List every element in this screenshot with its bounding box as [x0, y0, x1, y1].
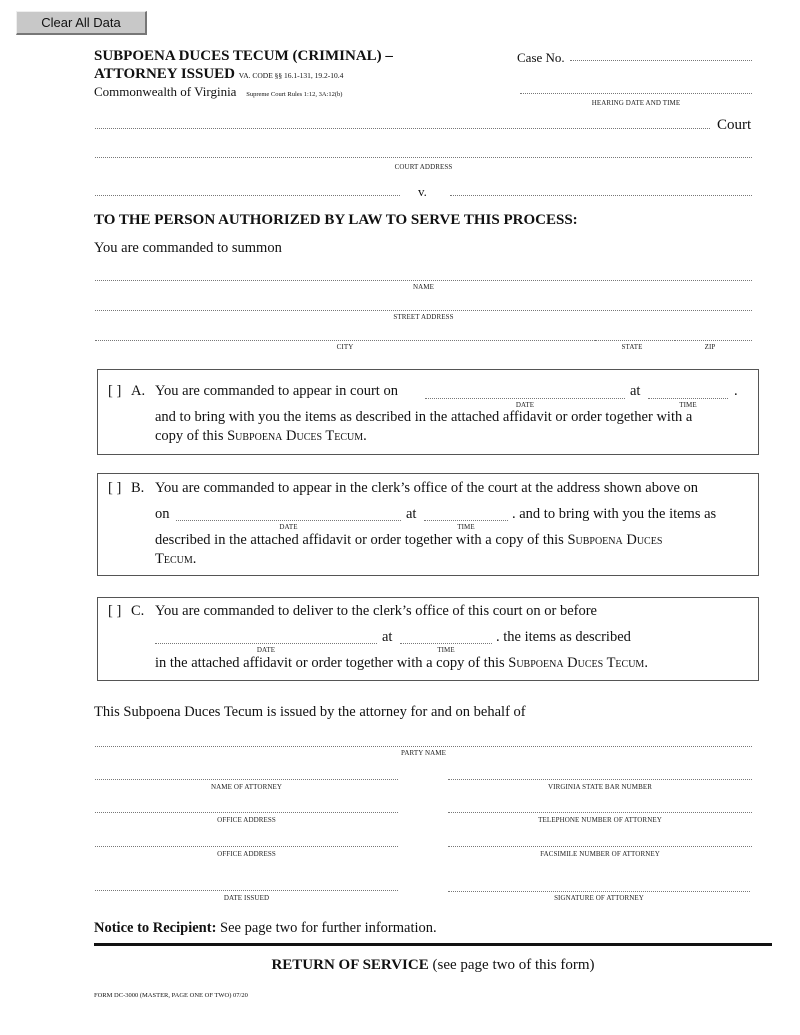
option-b-time-field[interactable] — [424, 520, 508, 521]
option-b-line4-sc: Tecum — [155, 551, 193, 567]
versus-label: v. — [418, 184, 427, 199]
date-issued-field[interactable] — [95, 890, 398, 891]
attorney-name-caption: NAME OF ATTORNEY — [210, 783, 283, 791]
va-code-reference: VA. CODE §§ 16.1-131, 19.2-10.4 — [238, 71, 344, 80]
return-of-service-label: RETURN OF SERVICE — [271, 957, 429, 973]
office-address-2-field[interactable] — [95, 846, 398, 847]
city-field[interactable] — [95, 340, 595, 341]
bar-number-caption: VIRGINIA STATE BAR NUMBER — [547, 783, 653, 791]
option-c-letter: C. — [131, 603, 145, 619]
facsimile-caption: FACSIMILE NUMBER OF ATTORNEY — [540, 850, 660, 858]
option-b-line3-pre: described in the attached affidavit or order together with a copy of this — [155, 532, 568, 548]
notice-text: See page two for further information. — [216, 920, 437, 936]
option-a-date-caption: DATE — [515, 401, 535, 409]
signature-field[interactable] — [448, 891, 750, 892]
option-a-letter: A. — [131, 383, 146, 399]
option-c-line3-post: . — [644, 655, 648, 671]
option-b-line2-post: . and to bring with you the items as — [512, 506, 717, 522]
option-b-line1: You are commanded to appear in the clerk’s office of the court at the address shown above on — [155, 480, 699, 496]
telephone-field[interactable] — [448, 812, 752, 813]
option-b-checkbox[interactable]: [ ] — [108, 480, 122, 496]
option-b-date-caption: DATE — [279, 523, 298, 531]
court-address-field[interactable] — [95, 157, 752, 158]
notice-label: Notice to Recipient: — [94, 920, 217, 936]
option-c-checkbox[interactable]: [ ] — [108, 603, 122, 619]
option-c-date-field[interactable] — [155, 643, 377, 644]
state-field[interactable] — [595, 340, 675, 341]
facsimile-field[interactable] — [448, 846, 752, 847]
option-c-line1: You are commanded to deliver to the clerk’s office of this court on or before — [155, 603, 597, 619]
option-b-time-caption: TIME — [457, 523, 475, 531]
summon-text: You are commanded to summon — [94, 240, 282, 256]
jurisdiction-label: Commonwealth of Virginia — [94, 84, 237, 99]
form-title-line1: SUBPOENA DUCES TECUM (CRIMINAL) – — [94, 48, 393, 64]
option-b-at: at — [406, 506, 417, 522]
option-b-on: on — [155, 506, 170, 522]
option-a-time-caption: TIME — [679, 401, 697, 409]
party-name-caption: PARTY NAME — [401, 749, 446, 757]
option-c-time-field[interactable] — [400, 643, 492, 644]
telephone-caption: TELEPHONE NUMBER OF ATTORNEY — [538, 816, 662, 824]
city-caption: CITY — [336, 343, 354, 351]
option-a-box — [97, 369, 759, 455]
plaintiff-field[interactable] — [95, 195, 400, 196]
hearing-date-time-field[interactable] — [520, 93, 752, 94]
case-no-field[interactable] — [570, 60, 752, 61]
defendant-field[interactable] — [450, 195, 752, 196]
return-of-service-note: (see page two of this form) — [428, 957, 595, 973]
option-b-line4 — [155, 551, 196, 568]
return-of-service — [94, 957, 772, 974]
option-b-line4-post: . — [192, 551, 197, 567]
court-field[interactable] — [95, 128, 710, 129]
state-caption: STATE — [621, 343, 643, 351]
option-a-at: at — [630, 383, 641, 399]
option-a-checkbox[interactable]: [ ] — [108, 383, 122, 399]
party-name-field[interactable] — [95, 746, 752, 747]
serve-heading: TO THE PERSON AUTHORIZED BY LAW TO SERVE THIS PROCESS: — [94, 212, 578, 228]
option-c-at: at — [382, 629, 393, 645]
date-issued-caption: DATE ISSUED — [223, 894, 270, 902]
office-address-1-caption: OFFICE ADDRESS — [217, 816, 276, 824]
option-c-line3-pre: in the attached affidavit or order together with a copy of this — [155, 655, 509, 671]
option-b-line3-sc: Subpoena Duces — [567, 532, 663, 548]
office-address-1-field[interactable] — [95, 812, 398, 813]
attorney-name-field[interactable] — [95, 779, 398, 780]
option-b-line3 — [155, 532, 662, 549]
case-no-label: Case No. — [517, 50, 565, 65]
clear-all-data-button[interactable]: Clear All Data — [16, 11, 147, 35]
option-a-line3-pre: copy of this — [155, 428, 228, 444]
bar-number-field[interactable] — [448, 779, 752, 780]
court-address-caption: COURT ADDRESS — [394, 163, 453, 171]
jurisdiction — [94, 84, 342, 100]
option-a-line1: You are commanded to appear in court on — [155, 383, 398, 399]
signature-caption: SIGNATURE OF ATTORNEY — [554, 894, 644, 902]
rules-reference: Supreme Court Rules 1:12, 3A:12(b) — [246, 91, 343, 98]
zip-field[interactable] — [675, 340, 752, 341]
option-a-date-field[interactable] — [425, 398, 625, 399]
name-caption: NAME — [412, 283, 434, 291]
option-a-time-field[interactable] — [648, 398, 728, 399]
option-a-line2: and to bring with you the items as described in the attached affidavit or order together with a — [155, 409, 693, 425]
option-a-line3-post: . — [363, 428, 367, 444]
street-address-field[interactable] — [95, 310, 752, 311]
option-c-line3-sc: Subpoena Duces Tecum — [508, 655, 645, 671]
form-id: FORM DC-3000 (MASTER, PAGE ONE OF TWO) 07/20 — [94, 992, 248, 999]
office-address-2-caption: OFFICE ADDRESS — [217, 850, 276, 858]
option-c-date-caption: DATE — [256, 646, 276, 654]
notice-to-recipient — [94, 920, 437, 937]
name-field[interactable] — [95, 280, 752, 281]
option-a-line3-sc: Subpoena Duces Tecum — [227, 428, 364, 444]
hearing-date-time-caption: HEARING DATE AND TIME — [591, 99, 681, 107]
option-c-line3 — [155, 655, 648, 672]
option-c-time-caption: TIME — [437, 646, 455, 654]
street-address-caption: STREET ADDRESS — [393, 313, 454, 321]
divider-rule — [94, 943, 772, 946]
option-b-letter: B. — [131, 480, 145, 496]
zip-caption: ZIP — [704, 343, 716, 351]
issuer-intro: This Subpoena Duces Tecum is issued by the attorney for and on behalf of — [94, 704, 526, 720]
form-title-attorney-issued: ATTORNEY ISSUED — [94, 66, 236, 82]
option-b-box — [97, 473, 759, 576]
option-b-date-field[interactable] — [176, 520, 401, 521]
option-c-box — [97, 597, 759, 681]
option-c-line2-post: . the items as described — [496, 629, 631, 645]
option-a-period: . — [734, 383, 738, 399]
option-a-line3 — [155, 428, 367, 445]
court-label: Court — [717, 117, 752, 133]
form-title-line2 — [94, 66, 343, 83]
